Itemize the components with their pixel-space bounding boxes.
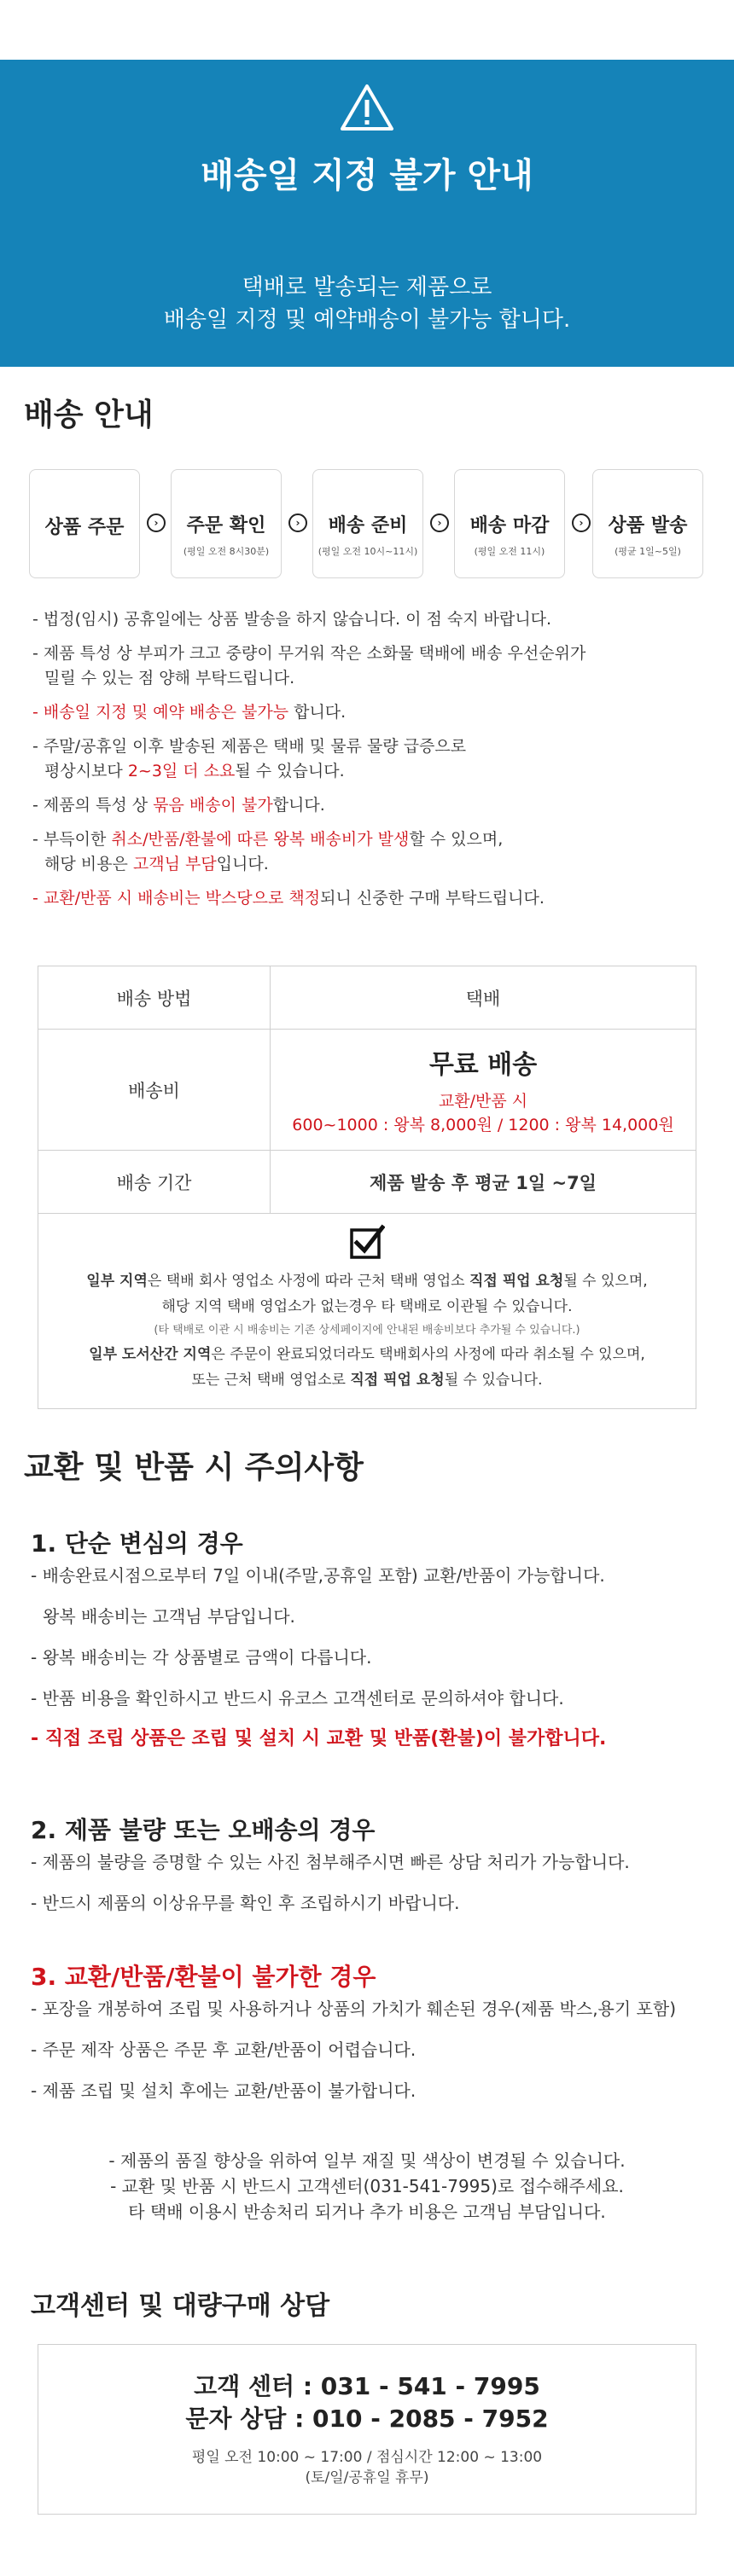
step-title: 상품 발송 <box>608 515 688 537</box>
note-item <box>32 827 715 877</box>
table-label: 배송 기간 <box>38 1151 271 1213</box>
note-emphasis: 2~3일 더 소요 <box>127 762 236 780</box>
chevron-right-icon: › <box>430 513 449 532</box>
subheading-not-allowed: 3. 교환/반품/환불이 불가한 경우 <box>31 1963 376 1991</box>
table-row <box>38 1030 696 1151</box>
shipping-notes <box>32 607 715 920</box>
footer-line <box>38 1342 696 1367</box>
table-value <box>271 1030 696 1150</box>
support-hours-line: (토/일/공휴일 휴무) <box>305 2469 429 2486</box>
step-title: 배송 마감 <box>469 515 550 537</box>
list-item-warning: - 직접 조립 상품은 조립 및 설치 시 교환 및 반품(환불)이 불가합니다. <box>31 1728 607 1749</box>
subheading-change-of-mind: 1. 단순 변심의 경우 <box>31 1529 243 1558</box>
step-cutoff <box>454 469 565 578</box>
note-text: - 법정(임시) 공휴일에는 상품 발송을 하지 않습니다. 이 점 숙지 바랍니다. <box>32 610 552 629</box>
note-emphasis: 고객님 부담 <box>132 855 217 873</box>
shipping-info-table <box>38 966 696 1409</box>
banner-subtitle-line: 배송일 지정 및 예약배송이 불가능 합니다. <box>163 307 571 333</box>
step-detail: (평일 오전 8시30분) <box>183 546 270 557</box>
not-allowed-list <box>31 1996 714 2119</box>
support-hours <box>38 2447 696 2488</box>
footer-emphasis: 일부 지역 <box>86 1273 148 1290</box>
note-text: - 제품 특성 상 부피가 크고 중량이 무거워 작은 소화물 택배에 배송 우선순위가 <box>32 644 586 663</box>
note-item <box>32 641 715 691</box>
banner-subtitle-line: 택배로 발송되는 제품으로 <box>242 275 492 300</box>
list-item: - 포장을 개봉하여 조립 및 사용하거나 상품의 가치가 훼손된 경우(제품 박스,용기 포함) <box>31 1999 676 2019</box>
footer-text: 될 수 있으며, <box>563 1273 648 1290</box>
banner-title: 배송일 지정 불가 안내 <box>201 156 533 195</box>
support-hours-line: 평일 오전 10:00 ~ 17:00 / 점심시간 12:00 ~ 13:00 <box>191 2449 543 2466</box>
note-text: 될 수 있습니다. <box>235 762 345 780</box>
footer-emphasis: 직접 픽업 요청 <box>350 1372 445 1389</box>
chevron-right-icon: › <box>288 513 307 532</box>
footer-text: 또는 근처 택배 영업소로 <box>191 1372 351 1389</box>
footer-small-note: (타 택배로 이관 시 배송비는 기존 상세페이지에 안내된 배송비보다 추가될 수 있습니다.) <box>154 1324 580 1337</box>
note-emphasis: - 교환/반품 시 배송비는 박스당으로 책정 <box>32 889 321 908</box>
support-phone: 고객 센터 : 031 - 541 - 7995 <box>194 2372 540 2400</box>
footer-emphasis: 직접 픽업 요청 <box>469 1273 564 1290</box>
checkbox-checked-icon <box>349 1224 385 1260</box>
list-item: - 제품의 불량을 증명할 수 있는 사진 첨부해주시면 빠른 상담 처리가 가능합니다. <box>31 1852 630 1872</box>
note-item <box>32 734 715 784</box>
note-item <box>32 700 715 725</box>
note-text: 해당 비용은 <box>44 855 133 873</box>
footer-text: 될 수 있습니다. <box>444 1372 543 1389</box>
note-text: 합니다. <box>272 796 325 815</box>
change-of-mind-list <box>31 1563 714 1767</box>
note-text: 합니다. <box>288 703 347 722</box>
defect-list <box>31 1849 714 1931</box>
footer-emphasis: 일부 도서산간 지역 <box>89 1346 212 1363</box>
table-row <box>38 1151 696 1214</box>
list-item: - 왕복 배송비는 각 상품별로 금액이 다릅니다. <box>31 1647 372 1668</box>
step-prepare <box>312 469 423 578</box>
list-item: - 제품 조립 및 설치 후에는 교환/반품이 불가합니다. <box>31 2080 417 2101</box>
step-dispatch <box>592 469 703 578</box>
section-heading-support: 고객센터 및 대량구매 상담 <box>31 2291 330 2321</box>
chevron-right-icon: › <box>147 513 166 532</box>
step-title: 상품 주문 <box>44 517 125 538</box>
table-label: 배송 방법 <box>38 966 271 1029</box>
list-item: - 반드시 제품의 이상유무를 확인 후 조립하시기 바랍니다. <box>31 1893 460 1913</box>
chevron-right-icon: › <box>572 513 591 532</box>
section-heading-shipping: 배송 안내 <box>24 397 154 432</box>
footer-text: 은 주문이 완료되었더라도 택배회사의 사정에 따라 취소될 수 있으며, <box>211 1346 645 1363</box>
table-value: 제품 발송 후 평균 1일 ~7일 <box>370 1172 597 1193</box>
note-emphasis: 취소/반품/환불에 따른 왕복 배송비가 발생 <box>111 830 410 849</box>
closing-line: - 교환 및 반품 시 반드시 고객센터(031-541-7995)로 접수해주세요. <box>110 2176 624 2196</box>
footer-line: 해당 지역 택배 영업소가 없는경우 타 택배로 이관될 수 있습니다. <box>161 1298 573 1315</box>
step-detail: (평일 오전 10시~11시) <box>317 546 418 557</box>
note-item <box>32 607 715 632</box>
note-text: 밀릴 수 있는 점 양해 부탁드립니다. <box>44 669 295 688</box>
footer-line <box>38 1367 696 1393</box>
step-title: 배송 준비 <box>328 515 408 537</box>
list-item: 왕복 배송비는 고객님 부담입니다. <box>43 1606 295 1627</box>
step-title: 주문 확인 <box>186 515 266 537</box>
note-item <box>32 886 715 911</box>
table-label: 배송비 <box>38 1030 271 1150</box>
support-box <box>38 2344 696 2515</box>
table-row <box>38 966 696 1030</box>
note-item <box>32 793 715 818</box>
footer-text: 은 택배 회사 영업소 사정에 따라 근처 택배 영업소 <box>147 1273 469 1290</box>
list-item: - 주문 제작 상품은 주문 후 교환/반품이 어렵습니다. <box>31 2039 417 2060</box>
note-text: - 제품의 특성 상 <box>32 796 154 815</box>
list-item: - 배송완료시점으로부터 7일 이내(주말,공휴일 포함) 교환/반품이 가능합니다. <box>31 1565 605 1586</box>
step-confirm <box>171 469 282 578</box>
banner-subtitle <box>0 271 734 336</box>
section-heading-exchange: 교환 및 반품 시 주의사항 <box>24 1450 364 1485</box>
support-sms: 문자 상담 : 010 - 2085 - 7952 <box>185 2405 549 2433</box>
note-emphasis: 묶음 배송이 불가 <box>153 796 273 815</box>
return-fee-detail: 600~1000 : 왕복 8,000원 / 1200 : 왕복 14,000원 <box>292 1115 674 1134</box>
closing-line: - 제품의 품질 향상을 위하여 일부 재질 및 색상이 변경될 수 있습니다. <box>108 2150 626 2171</box>
closing-line: 타 택배 이용시 반송처리 되거나 추가 비용은 고객님 부담입니다. <box>128 2202 606 2222</box>
closing-notes <box>0 2148 734 2225</box>
table-footer-notice <box>38 1214 696 1408</box>
footer-line <box>38 1268 696 1294</box>
note-text: - 주말/공휴일 이후 발송된 제품은 택배 및 물류 물량 급증으로 <box>32 737 467 756</box>
note-text: - 부득이한 <box>32 830 112 849</box>
note-emphasis: - 배송일 지정 및 예약 배송은 불가능 <box>32 703 289 722</box>
subheading-defect: 2. 제품 불량 또는 오배송의 경우 <box>31 1816 376 1844</box>
return-fee-note: 교환/반품 시 <box>438 1091 528 1111</box>
free-shipping-label: 무료 배송 <box>428 1049 538 1080</box>
step-order <box>29 469 140 578</box>
shipping-steps <box>29 469 703 578</box>
note-text: 입니다. <box>216 855 269 873</box>
note-text: 할 수 있으며, <box>409 830 504 849</box>
table-value: 택배 <box>465 988 501 1009</box>
list-item: - 반품 비용을 확인하시고 반드시 유코스 고객센터로 문의하셔야 합니다. <box>31 1688 564 1709</box>
note-text: 평상시보다 <box>44 762 128 780</box>
notice-banner <box>0 60 734 367</box>
warning-triangle-icon <box>340 84 394 131</box>
step-detail: (평균 1일~5일) <box>615 546 681 557</box>
step-detail: (평일 오전 11시) <box>474 546 545 557</box>
note-text: 되니 신중한 구매 부탁드립니다. <box>320 889 545 908</box>
